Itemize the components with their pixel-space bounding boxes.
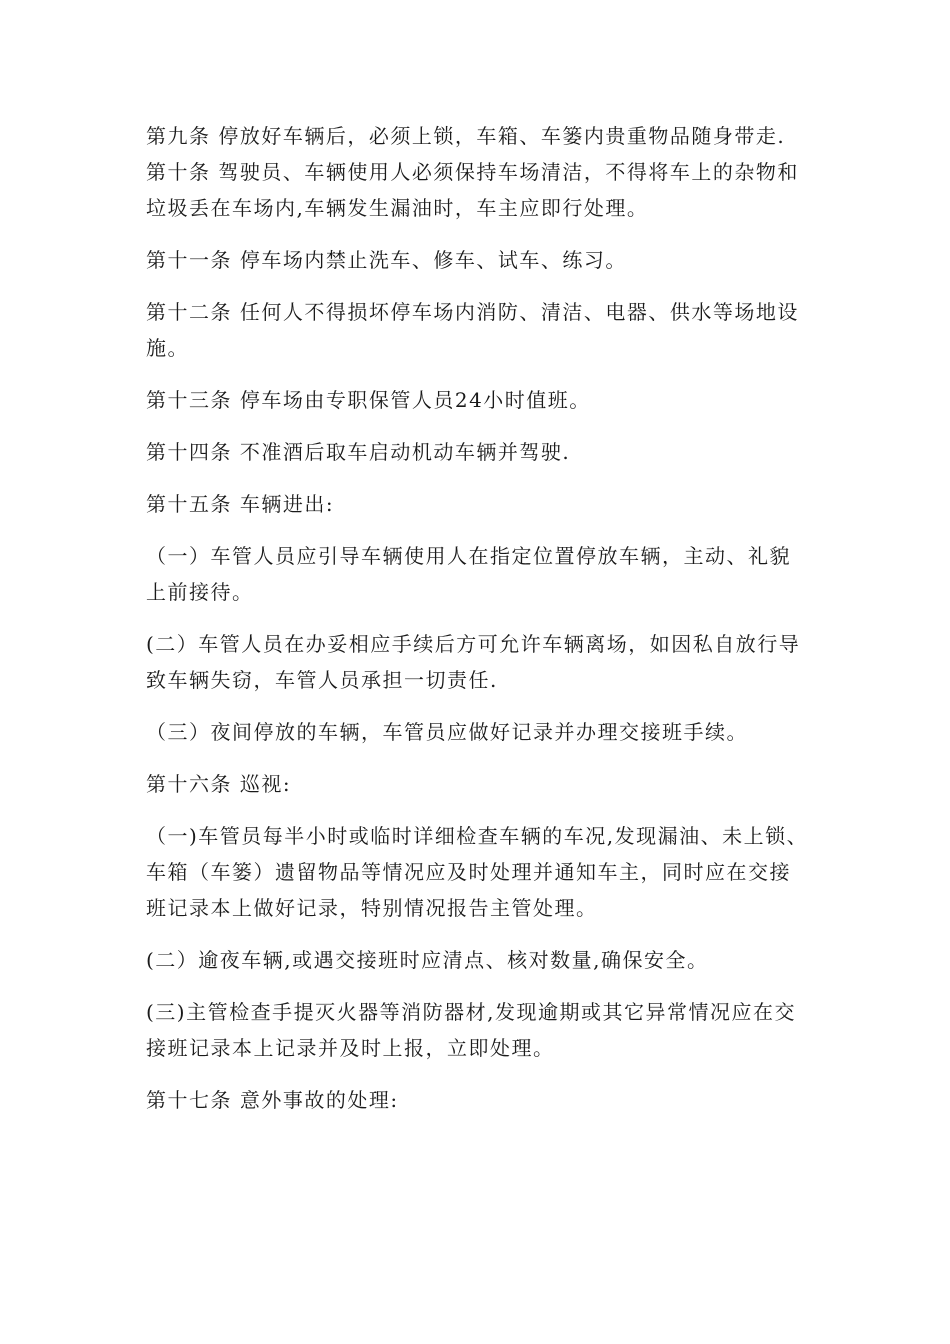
paragraph-article-10: 第十条 驾驶员、车辆使用人必须保持车场清洁，不得将车上的杂物和垃圾丢在车场内,车辆发生漏油时，车主应即行处理。 [146,160,799,220]
paragraph-article-16: 第十六条 巡视: [146,772,292,796]
paragraph-article-17: 第十七条 意外事故的处理: [146,1088,399,1112]
document-body [146,118,811,1134]
paragraph-article-16-item-1: （一)车管员每半小时或临时详细检查车辆的车况,发现漏油、未上锁、车箱（车篓）遗留物品等情况应及时处理并通知车主，同时应在交接班记录本上做好记录，特别情况报告主管处理。 [146,824,809,920]
paragraph-article-12: 第十二条 任何人不得损坏停车场内消防、清洁、电器、供水等场地设施。 [146,300,799,360]
paragraph-article-15-item-1: （一）车管人员应引导车辆使用人在指定位置停放车辆，主动、礼貌上前接待。 [146,544,791,604]
paragraph-article-15-item-3: （三）夜间停放的车辆，车管员应做好记录并办理交接班手续。 [146,720,748,744]
paragraph-article-16-item-3: (三)主管检查手提灭火器等消防器材,发现逾期或其它异常情况应在交接班记录本上记录并及时上报，立即处理。 [146,1000,796,1060]
paragraph-article-15: 第十五条 车辆进出: [146,492,335,516]
paragraph-article-16-item-2: (二）逾夜车辆,或遇交接班时应清点、核对数量,确保安全。 [146,948,709,972]
paragraph-article-11: 第十一条 停车场内禁止洗车、修车、试车、练习。 [146,248,627,272]
paragraph-article-14: 第十四条 不准酒后取车启动机动车辆并驾驶. [146,440,571,464]
paragraph-article-13: 第十三条 停车场由专职保管人员24小时值班。 [146,388,591,412]
paragraph-article-9: 第九条 停放好车辆后，必须上锁，车箱、车篓内贵重物品随身带走. [146,124,786,148]
paragraph-article-15-item-2: (二）车管人员在办妥相应手续后方可允许车辆离场，如因私自放行导致车辆失窃，车管人员承担一切责任. [146,632,801,692]
